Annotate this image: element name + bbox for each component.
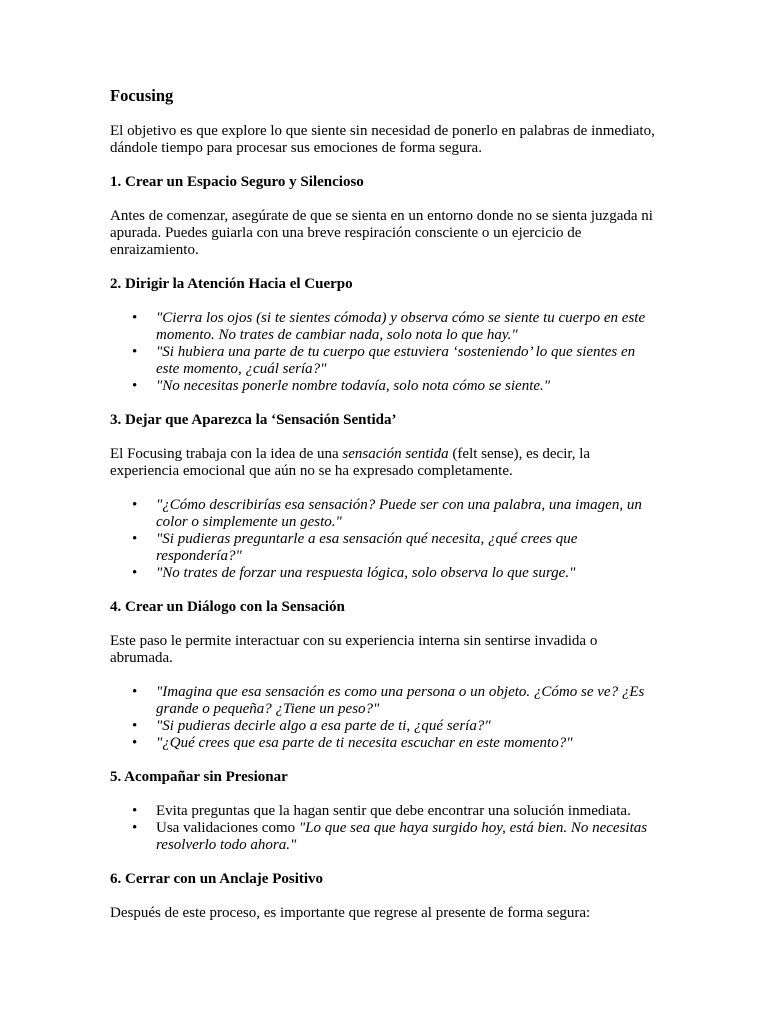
paragraph-text: El Focusing trabaja con la idea de una [110, 446, 343, 462]
list-item: • Evita preguntas que la hagan sentir que debe encontrar una solución inmediata. [156, 803, 658, 820]
paragraph-text: (felt sense), es decir, la experiencia emocional que aún no se ha expresado completamente. [110, 446, 591, 479]
list-item-text: "Si pudieras decirle algo a esa parte de ti, ¿qué sería?" [156, 718, 491, 734]
list-item-text: "Si pudieras preguntarle a esa sensación qué necesita, ¿qué crees que respondería?" [156, 531, 578, 564]
section-3-list [110, 497, 658, 582]
list-item [156, 684, 658, 718]
list-item-text: "¿Qué crees que esa parte de ti necesita escuchar en este momento?" [156, 735, 573, 751]
section-5-list [110, 803, 658, 854]
section-4-paragraph: Este paso le permite interactuar con su experiencia interna sin sentirse invadida o abrumada. [110, 633, 598, 666]
list-item-text: "No necesitas ponerle nombre todavía, solo nota cómo se siente." [156, 378, 551, 394]
intro-paragraph: El objetivo es que explore lo que siente sin necesidad de ponerlo en palabras de inmediato, dándole tiempo para procesar sus emociones de forma segura. [110, 123, 655, 156]
section-3-paragraph [110, 446, 658, 480]
list-item [156, 718, 658, 735]
list-item [156, 565, 658, 582]
list-item-emphasis: "Lo que sea que haya surgido hoy, está bien. No necesitas resolverlo todo ahora." [156, 820, 648, 853]
section-6-paragraph: Después de este proceso, es importante que regrese al presente de forma segura: [110, 905, 591, 921]
list-item [156, 497, 658, 531]
section-5-heading: 5. Acompañar sin Presionar [110, 769, 288, 785]
section-2-heading: 2. Dirigir la Atención Hacia el Cuerpo [110, 276, 353, 292]
document-title: Focusing [110, 86, 174, 105]
list-item-text: "Imagina que esa sensación es como una persona o un objeto. ¿Cómo se ve? ¿Es grande o pequeña? ¿Tiene un peso?" [156, 684, 645, 717]
list-item [156, 378, 658, 395]
list-item-text: "Si hubiera una parte de tu cuerpo que estuviera ‘sosteniendo’ lo que sientes en este momento, ¿cuál sería?" [156, 344, 636, 377]
list-item-text: "No trates de forzar una respuesta lógica, solo observa lo que surge." [156, 565, 576, 581]
list-item [156, 820, 658, 854]
paragraph-emphasis: sensación sentida [342, 446, 449, 462]
list-item-text: "Cierra los ojos (si te sientes cómoda) y observa cómo se siente tu cuerpo en este momento. No trates de cambiar nada, solo nota lo que hay." [156, 310, 646, 343]
list-item [156, 531, 658, 565]
section-1-heading: 1. Crear un Espacio Seguro y Silencioso [110, 174, 364, 190]
section-3-heading: 3. Dejar que Aparezca la ‘Sensación Sentida’ [110, 412, 397, 428]
list-item [156, 735, 658, 752]
list-item [156, 310, 658, 344]
list-item [156, 344, 658, 378]
list-item-text: "¿Cómo describirías esa sensación? Puede ser con una palabra, una imagen, un color o simplemente un gesto." [156, 497, 642, 530]
section-2-list [110, 310, 658, 395]
list-item-text: Usa validaciones como [156, 820, 299, 836]
section-4-heading: 4. Crear un Diálogo con la Sensación [110, 599, 345, 615]
section-4-list [110, 684, 658, 752]
section-6-heading: 6. Cerrar con un Anclaje Positivo [110, 871, 324, 887]
section-1-paragraph: Antes de comenzar, asegúrate de que se sienta en un entorno donde no se sienta juzgada ni apurada. Puedes guiarla con una breve respiración consciente o un ejercicio de enraizamiento. [110, 208, 653, 258]
